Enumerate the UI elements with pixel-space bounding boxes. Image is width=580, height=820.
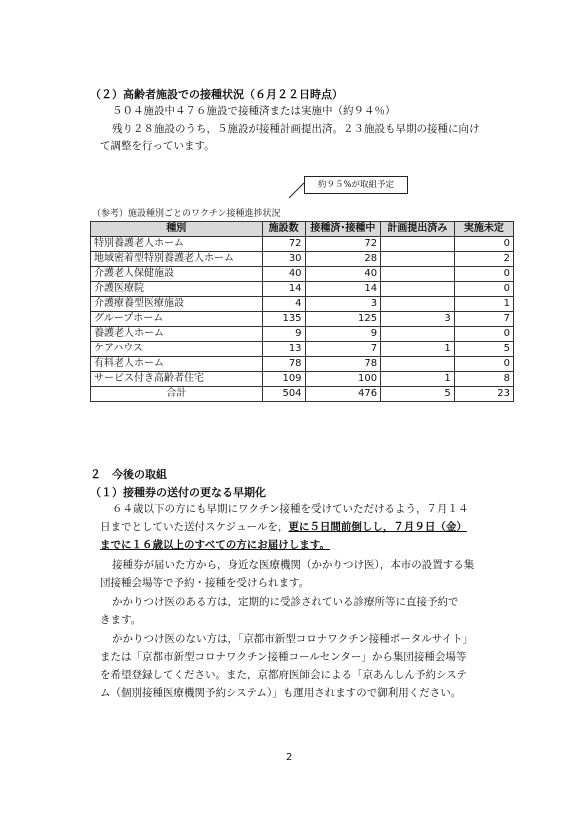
count-cell xyxy=(381,327,455,342)
paragraph1-line1: ６４歳以下の方にも早期にワクチン接種を受けていただけるよう，７月１４ xyxy=(112,503,469,515)
paragraph4-line2: または「京都市新型コロナワクチン接種コールセンター」から集団接種会場等 xyxy=(100,651,467,663)
count-cell: 1 xyxy=(381,342,455,357)
paragraph1-line2-emphasis: 更に５日間前倒しし，７月９日（金） xyxy=(288,521,467,533)
facility-type-cell: 有料老人ホーム xyxy=(91,357,263,372)
facility-type-cell: 介護老人保健施設 xyxy=(91,267,263,282)
count-cell: 0 xyxy=(454,357,513,372)
paragraph2-line2: 団接種会場等で予約・接種を受けられます。 xyxy=(100,577,310,589)
table-row xyxy=(91,267,514,282)
table-header-row xyxy=(91,222,514,237)
count-cell: 3 xyxy=(381,312,455,327)
count-cell: 109 xyxy=(262,372,305,387)
count-cell: 100 xyxy=(305,372,381,387)
facility-type-cell: グループホーム xyxy=(91,312,263,327)
count-cell: 40 xyxy=(262,267,305,282)
count-cell: 30 xyxy=(262,252,305,267)
section-heading-future-actions: ２ 今後の取組 xyxy=(90,468,167,481)
table-row xyxy=(91,372,514,387)
header-plan-submitted: 計画提出済み xyxy=(381,222,455,237)
total-count-cell: 5 xyxy=(381,387,455,402)
paragraph4-line1: かかりつけ医のない方は，「京都市新型コロナワクチン接種ポータルサイト」 xyxy=(112,633,473,645)
total-count-cell: 23 xyxy=(454,387,513,402)
table-row xyxy=(91,237,514,252)
remaining-facilities-line: 残り２８施設のうち，５施設が接種計画提出済。２３施設も早期の接種に向け xyxy=(112,123,480,135)
header-undecided: 実施未定 xyxy=(454,222,513,237)
table-row xyxy=(91,297,514,312)
count-cell: 9 xyxy=(262,327,305,342)
page-number: 2 xyxy=(286,752,293,763)
count-cell xyxy=(381,282,455,297)
count-cell: 1 xyxy=(381,372,455,387)
count-cell: 8 xyxy=(454,372,513,387)
facility-type-cell: サービス付き高齢者住宅 xyxy=(91,372,263,387)
count-cell: 72 xyxy=(305,237,381,252)
paragraph2-line1: 接種券が届いた方から，身近な医療機関（かかりつけ医），本市の設置する集 xyxy=(112,559,475,571)
paragraph3-line1: かかりつけ医のある方は，定期的に受診されている診療所等に直接予約で xyxy=(112,596,459,608)
facility-type-cell: 介護療養型医療施設 xyxy=(91,297,263,312)
count-cell: 72 xyxy=(262,237,305,252)
paragraph4-line3: を希望登録してください。また，京都府医師会による「京あんしん予約システ xyxy=(100,669,467,681)
facility-type-cell: ケアハウス xyxy=(91,342,263,357)
table-row xyxy=(91,312,514,327)
count-cell xyxy=(381,357,455,372)
count-cell: 78 xyxy=(305,357,381,372)
table-caption: （参考）施設種別ごとのワクチン接種進捗状況 xyxy=(92,209,281,219)
total-count-cell: 476 xyxy=(305,387,381,402)
count-cell: 3 xyxy=(305,297,381,312)
callout-note: 約９５%が取組予定 xyxy=(304,176,408,194)
paragraph4-line4: ム（個別接種医療機関予約システム）」も運用されますので御利用ください。 xyxy=(100,687,462,699)
count-cell: 7 xyxy=(454,312,513,327)
facility-type-cell: 介護医療院 xyxy=(91,282,263,297)
count-cell: 0 xyxy=(454,237,513,252)
table-row xyxy=(91,252,514,267)
total-label-cell: 合計 xyxy=(91,387,263,402)
table-row xyxy=(91,342,514,357)
table-row xyxy=(91,327,514,342)
total-count-cell: 504 xyxy=(262,387,305,402)
count-cell: 9 xyxy=(305,327,381,342)
facility-type-cell: 特別養護老人ホーム xyxy=(91,237,263,252)
section-heading-elderly-facilities: （２）高齢者施設での接種状況（６月２２日時点） xyxy=(90,88,343,101)
table-row xyxy=(91,357,514,372)
count-cell: 28 xyxy=(305,252,381,267)
paragraph1-line2-plain: 日までとしていた送付スケジュールを， xyxy=(100,521,289,533)
count-cell xyxy=(381,252,455,267)
count-cell: 13 xyxy=(262,342,305,357)
count-cell: 2 xyxy=(454,252,513,267)
count-cell xyxy=(381,267,455,282)
table-row xyxy=(91,282,514,297)
count-cell: 78 xyxy=(262,357,305,372)
count-cell xyxy=(381,237,455,252)
header-vaccinated: 接種済･接種中 xyxy=(305,222,381,237)
header-type: 種別 xyxy=(91,222,263,237)
count-cell: 135 xyxy=(262,312,305,327)
count-cell: 0 xyxy=(454,282,513,297)
paragraph3-line2: きます。 xyxy=(100,614,142,626)
remaining-facilities-line-cont: て調整を行っています。 xyxy=(100,140,215,152)
count-cell: 5 xyxy=(454,342,513,357)
table-total-row xyxy=(91,387,514,402)
count-cell: 7 xyxy=(305,342,381,357)
facilities-summary-line: ５０４施設中４７６施設で接種済または実施中（約９４％） xyxy=(112,105,396,117)
header-facility-count: 施設数 xyxy=(262,222,305,237)
vaccination-progress-table xyxy=(90,221,514,402)
count-cell: 0 xyxy=(454,267,513,282)
subheading-ticket-delivery: （１）接種券の送付の更なる早期化 xyxy=(90,486,266,499)
paragraph1-line2 xyxy=(100,519,467,534)
count-cell xyxy=(381,297,455,312)
count-cell: 125 xyxy=(305,312,381,327)
count-cell: 4 xyxy=(262,297,305,312)
facility-type-cell: 養護老人ホーム xyxy=(91,327,263,342)
count-cell: 14 xyxy=(262,282,305,297)
count-cell: 1 xyxy=(454,297,513,312)
count-cell: 0 xyxy=(454,327,513,342)
count-cell: 40 xyxy=(305,267,381,282)
paragraph1-line3-emphasis: までに１６歳以上のすべての方にお届けします。 xyxy=(100,539,330,551)
count-cell: 14 xyxy=(305,282,381,297)
facility-type-cell: 地域密着型特別養護老人ホーム xyxy=(91,252,263,267)
